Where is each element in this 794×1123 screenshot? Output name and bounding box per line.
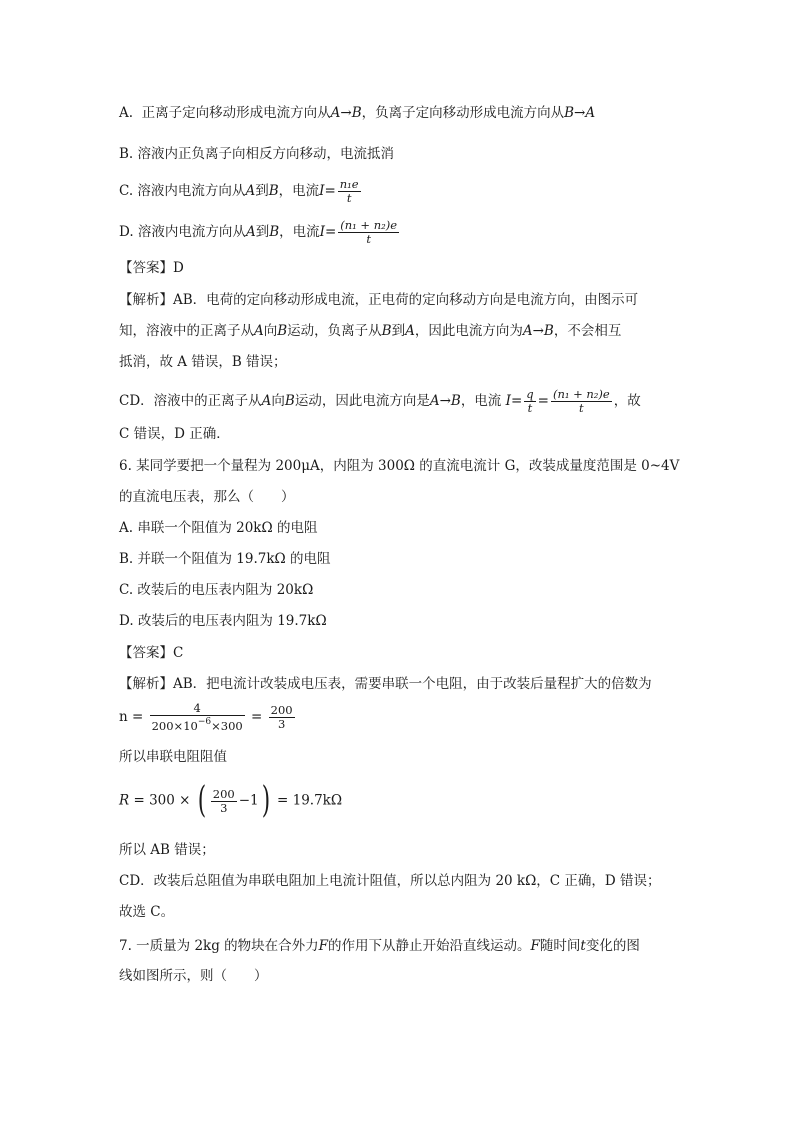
q6-equation-2: R = 300 × ( $\frac{200}{3}$ −1) = 19.7kΩ (119, 780, 343, 821)
q6-analysis-line-2: 所以串联电阻阻值 (119, 749, 227, 765)
answer-tag: 【答案】 (119, 260, 173, 276)
q5-analysis-fraction-n-t: $\frac{\text{(n₁ + n₂)e}}{t}$ (552, 387, 610, 415)
q5-option-c-fraction: $\frac{\text{n₁e}}{t}$ (339, 177, 359, 205)
q6-eq1-fraction: $\frac{4}{200\times 10^{-6}\times 300}$ (151, 701, 243, 733)
q5-option-d-fraction: $\frac{\text{(n₁ + n₂)e}}{t}$ (340, 218, 398, 246)
q7-stem-line-2: 线如图所示，则（ ） (119, 968, 268, 984)
q5-analysis-line-4: CD．溶液中的正离子从A向B运动，因此电流方向是A→B，电流 I= $\frac{q}{t}$ = $\frac{\text{(n₁ + n₂)e}}{t}$ ，故 (119, 387, 641, 415)
q5-analysis-line-3: 抵消，故 A 错误，B 错误； (119, 354, 287, 370)
left-paren-icon: ( (197, 780, 206, 821)
q6-option-c: C. 改装后的电压表内阻为 20kΩ (119, 582, 314, 598)
q5-option-c: C. 溶液内电流方向从A到B，电流I= $\frac{\text{n₁e}}{t}$ (119, 177, 359, 205)
q5-option-b: B. 溶液内正负离子向相反方向移动，电流抵消 (119, 146, 395, 162)
q6-analysis-line-4: CD．改装后总阻值为串联电阻加上电流计阻值，所以总内阻为 20 kΩ，C 正确，D 错误； (119, 873, 661, 889)
q6-stem-line-2: 的直流电压表，那么（ ） (119, 489, 295, 505)
q7-stem-line-1: 7. 一质量为 2kg 的物块在合外力F的作用下从静止开始沿直线运动。F随时间t变化的图 (119, 938, 640, 954)
q6-analysis-line-1: 【解析】AB．把电流计改装成电压表，需要串联一个电阻，由于改装后量程扩大的倍数为 (119, 676, 652, 692)
q6-eq2-fraction: $\frac{200}{3}$ (212, 786, 235, 815)
analysis-tag: 【解析】 (119, 292, 173, 308)
q6-eq1-result-fraction: $\frac{200}{3}$ (270, 703, 293, 731)
answer-tag: 【答案】 (119, 645, 173, 661)
q6-equation-1: n = $\frac{4}{200\times 10^{-6}\times 300}$ = $\frac{200}{3}$ (119, 701, 293, 733)
q5-analysis-line-5: C 错误，D 正确． (119, 426, 230, 442)
q6-option-d: D. 改装后的电压表内阻为 19.7kΩ (119, 613, 327, 629)
analysis-tag: 【解析】 (119, 676, 173, 692)
q5-option-a-label: A. (119, 105, 134, 121)
q6-stem-line-1: 6. 某同学要把一个量程为 200μA，内阻为 300Ω 的直流电流计 G，改装成量度范围是 0~4V (119, 458, 680, 474)
q5-analysis-fraction-q-t: $\frac{q}{t}$ (526, 387, 534, 415)
q6-option-b: B. 并联一个阻值为 19.7kΩ 的电阻 (119, 551, 331, 567)
q5-option-a: A. 正离子定向移动形成电流方向从A→B，负离子定向移动形成电流方向从B→A (119, 105, 596, 121)
q5-answer: 【答案】D (119, 260, 184, 276)
q6-analysis-line-3: 所以 AB 错误； (119, 842, 215, 858)
right-paren-icon: ) (261, 780, 270, 821)
q5-analysis-line-2: 知，溶液中的正离子从A向B运动，负离子从B到A，因此电流方向为A→B，不会相互 (119, 323, 622, 339)
q5-option-d: D. 溶液内电流方向从A到B，电流I= $\frac{\text{(n₁ + n₂)e}}{t}$ (119, 218, 398, 246)
q5-analysis-line-1: 【解析】AB．电荷的定向移动形成电流，正电荷的定向移动方向是电流方向，由图示可 (119, 292, 639, 308)
q6-answer: 【答案】C (119, 645, 184, 661)
q6-option-a: A. 串联一个阻值为 20kΩ 的电阻 (119, 520, 318, 536)
q6-analysis-line-5: 故选 C。 (119, 904, 175, 920)
